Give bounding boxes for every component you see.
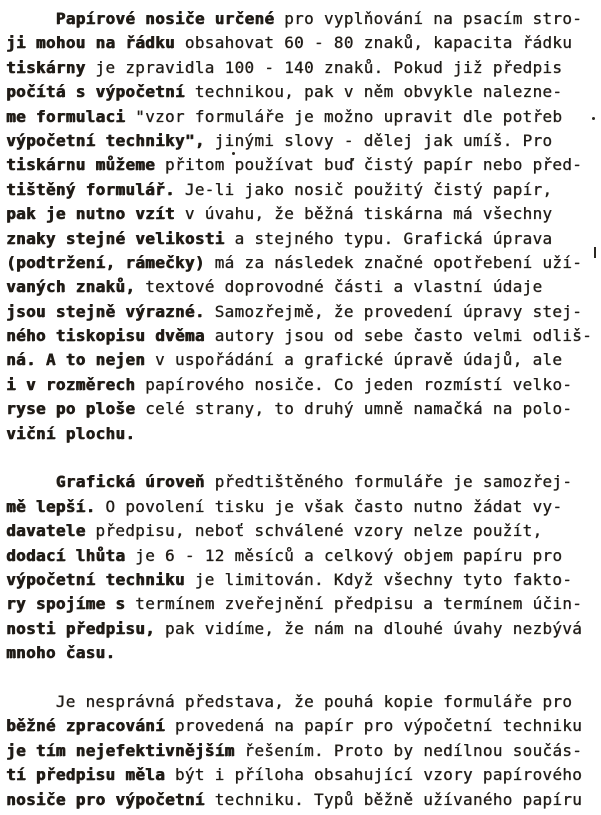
text-line [6, 56, 599, 80]
bold-ink-text: ná. A to nejen [6, 350, 146, 370]
regular-ink-text: techniku. Typů běžně užívaného papíru [204, 789, 583, 809]
regular-ink-text: obsahovat 60 - 80 znaků, kapacita řádku [174, 33, 573, 53]
bold-ink-text: i v rozměrech [6, 374, 136, 394]
bold-ink-text: běžné zpracování [6, 716, 165, 736]
text-line [6, 495, 599, 519]
bold-ink-text: me formulaci [6, 106, 126, 126]
regular-ink-text: "vzor formuláře je možno upravit dle potřeb [125, 106, 563, 126]
regular-ink-text: O povolení tisku je však často nutno žádat vy- [95, 496, 563, 516]
text-line [6, 470, 599, 494]
text-line [6, 31, 599, 55]
regular-ink-text: Je-li jako nosič použitý čistý papír, [174, 179, 553, 199]
regular-ink-text: pro vyplňování na psacím stro- [274, 9, 583, 28]
bold-ink-text: tiskárnu můžeme [6, 155, 155, 175]
bold-ink-text: ryse po ploše [6, 399, 136, 419]
text-line [6, 178, 599, 202]
scan-artifact [594, 247, 596, 258]
bold-ink-text: mě lepší. [6, 496, 96, 516]
bold-ink-text: tištěný formulář. [6, 179, 175, 199]
text-line [6, 202, 599, 226]
text-line [6, 129, 599, 153]
bold-ink-text: vaných znaků, [6, 277, 136, 297]
regular-ink-text: předtištěného formuláře je samozřej- [204, 472, 573, 492]
text-line [6, 714, 599, 738]
bold-ink-text: (podtržení, rámečky) [6, 252, 205, 272]
regular-ink-text: v úvahu, že běžná tiskárna má všechny [174, 204, 553, 224]
bold-ink-text: tí předpisu měla [6, 765, 165, 785]
text-line [6, 324, 599, 348]
text-line [6, 251, 599, 275]
text-line [6, 690, 599, 714]
regular-ink-text: má za následek značné opotřebení uží- [204, 252, 583, 272]
document-page [6, 7, 599, 812]
regular-ink-text: papírového nosiče. Co jeden rozmístí velko- [135, 374, 573, 394]
regular-ink-text: Je nesprávná představa, že pouhá kopie formuláře pro [6, 691, 573, 711]
regular-ink-text: pak vidíme, že nám na dlouhé úvahy nezbývá [155, 618, 583, 638]
regular-ink-text: je limitován. Když všechny tyto fakto- [184, 569, 573, 589]
regular-ink-text: textové doprovodné části a vlastní údaje [135, 277, 543, 297]
regular-ink-text: termínem zveřejnění předpisu a termínem účin- [125, 594, 583, 614]
paragraph-gap [6, 666, 599, 690]
text-line [6, 348, 599, 372]
bold-ink-text: nosti předpisu, [6, 618, 155, 638]
regular-ink-text: předpisu, neboť schválené vzory nelze použít, [85, 521, 543, 541]
text-line [6, 153, 599, 177]
bold-ink-text: Grafická úroveň [6, 472, 205, 492]
bold-ink-text: ry spojíme s [6, 594, 126, 614]
bold-ink-text: viční plochu. [6, 423, 136, 443]
text-line [6, 568, 599, 592]
scan-artifact [592, 117, 595, 120]
bold-ink-text: Papírové nosiče určené [6, 9, 275, 28]
regular-ink-text: být i příloha obsahující vzory papírového [164, 765, 583, 785]
text-line [6, 641, 599, 665]
text-line [6, 739, 599, 763]
regular-ink-text: autory jsou od sebe často velmi odliš- [204, 326, 593, 346]
regular-ink-text: řešením. Proto by nedílnou součás- [234, 740, 583, 760]
regular-ink-text: je 6 - 12 měsíců a celkový objem papíru pro [125, 545, 563, 565]
bold-ink-text: tiskárny [6, 57, 86, 77]
text-line [6, 80, 599, 104]
text-line [6, 105, 599, 129]
regular-ink-text: a stejného typu. Grafická úprava [224, 228, 553, 248]
bold-ink-text: ného tiskopisu dvěma [6, 326, 205, 346]
regular-ink-text: celé strany, to druhý umně namačká na polo- [135, 399, 573, 419]
bold-ink-text: mnoho času. [6, 643, 116, 663]
text-line [6, 544, 599, 568]
bold-ink-text: znaky stejné velikosti [6, 228, 225, 248]
paragraph [6, 470, 599, 665]
bold-ink-text: počítá s výpočetní [6, 82, 185, 102]
paragraph [6, 690, 599, 812]
bold-ink-text: dodací lhůta [6, 545, 126, 565]
paragraph [6, 7, 599, 446]
regular-ink-text: je zpravidla 100 - 140 znaků. Pokud již předpis [85, 57, 563, 77]
text-line [6, 275, 599, 299]
text-line [6, 519, 599, 543]
text-line [6, 300, 599, 324]
text-line [6, 617, 599, 641]
bold-ink-text: davatele [6, 521, 86, 541]
text-line [6, 7, 599, 31]
bold-ink-text: ji mohou na řádku [6, 33, 175, 53]
paragraph-gap [6, 446, 599, 470]
regular-ink-text: technikou, pak v něm obvykle nalezne- [184, 82, 563, 102]
text-line [6, 227, 599, 251]
bold-ink-text: pak je nutno vzít [6, 204, 175, 224]
regular-ink-text: jinými slovy - dělej jak umíš. Pro [204, 130, 553, 150]
text-line [6, 373, 599, 397]
scan-artifact [232, 152, 235, 155]
regular-ink-text: Samozřejmě, že provedení úpravy stej- [204, 301, 583, 321]
text-line [6, 397, 599, 421]
text-line [6, 763, 599, 787]
regular-ink-text: přitom používat buď čistý papír nebo před- [155, 155, 583, 175]
text-line [6, 422, 599, 446]
bold-ink-text: výpočetní techniku [6, 569, 185, 589]
bold-ink-text: jsou stejně výrazné. [6, 301, 205, 321]
regular-ink-text: provedená na papír pro výpočetní techniku [164, 716, 583, 736]
text-line [6, 788, 599, 812]
bold-ink-text: je tím nejefektivnějším [6, 740, 235, 760]
bold-ink-text: nosiče pro výpočetní [6, 789, 205, 809]
text-line [6, 592, 599, 616]
bold-ink-text: výpočetní techniky", [6, 130, 205, 150]
regular-ink-text: v uspořádání a grafické úpravě údajů, ale [145, 350, 563, 370]
